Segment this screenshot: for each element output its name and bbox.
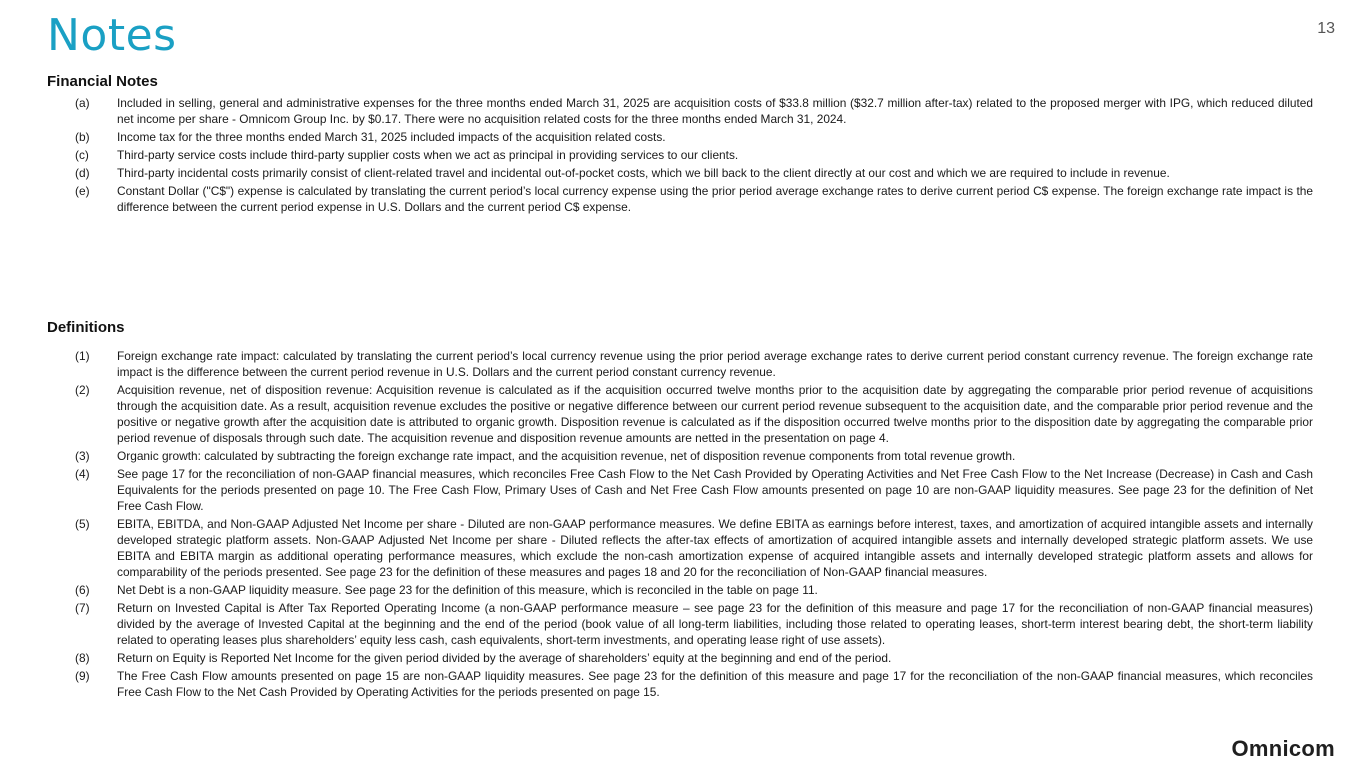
list-item — [47, 466, 1313, 514]
financial-notes-heading: Financial Notes — [47, 73, 158, 90]
definition-label: (7) — [75, 601, 90, 615]
note-label: (d) — [75, 166, 90, 180]
list-item — [47, 147, 1313, 163]
definition-label: (4) — [75, 467, 90, 481]
note-label: (e) — [75, 184, 90, 198]
list-item — [47, 448, 1313, 464]
list-item — [47, 382, 1313, 446]
definition-label: (6) — [75, 583, 90, 597]
definition-label: (5) — [75, 517, 90, 531]
definition-text: Return on Invested Capital is After Tax Reported Operating Income (a non-GAAP performance measure – see page 23 for the definition of this measure and page 17 for the reconciliation of non-GAAP financial measures) divided by the average of Invested Capital at the beginning and the end of the period (book value of all long-term liabilities, including those related to operating leases, short-term interest bearing debt, the short-term liability related to operating leases plus shareholders’ equity less cash, cash equivalents, short-term investments, and operating lease right of use assets). — [117, 601, 1313, 647]
definition-text: Acquisition revenue, net of disposition revenue: Acquisition revenue is calculated as if the acquisition occurred twelve months prior to the acquisition date by aggregating the comparable prior period revenue of acquisitions through the acquisition date. As a result, acquisition revenue excludes the positive or negative difference between our current period revenue subsequent to the acquisition date, and the comparable prior period revenue and the positive or negative growth after the acquisition date is attributed to organic growth. Disposition revenue is calculated as if the disposition occurred twelve months prior to the disposition date by aggregating the comparable prior period revenue of disposals through such date. The acquisition revenue and disposition revenue amounts are netted in the presentation on page 4. — [117, 383, 1313, 445]
list-item — [47, 348, 1313, 380]
list-item — [47, 582, 1313, 598]
list-item — [47, 165, 1313, 181]
list-item — [47, 129, 1313, 145]
note-label: (b) — [75, 130, 90, 144]
note-text: Income tax for the three months ended March 31, 2025 included impacts of the acquisition related costs. — [117, 130, 666, 144]
note-text: Constant Dollar ("C$") expense is calculated by translating the current period’s local currency expense using the prior period average exchange rates to derive current period C$ expense. The foreign exchange rate impact is the difference between the current period expense in U.S. Dollars and the current period C$ expense. — [117, 184, 1313, 214]
note-text: Third-party service costs include third-party supplier costs when we act as principal in providing services to our clients. — [117, 148, 739, 162]
list-item — [47, 95, 1313, 127]
definition-label: (9) — [75, 669, 90, 683]
definition-label: (8) — [75, 651, 90, 665]
definition-text: EBITA, EBITDA, and Non-GAAP Adjusted Net Income per share - Diluted are non-GAAP performance measures. We define EBITA as earnings before interest, taxes, and amortization of acquired intangible assets and internally developed strategic platform assets. Non-GAAP Adjusted Net Income per share - Diluted reflects the after-tax effects of amortization of acquired intangible assets and internally developed strategic platform assets. We use EBITA and EBITA margin as additional operating performance measures, which exclude the non-cash amortization expense of acquired intangible assets and internally developed strategic platform assets and allows for comparability of the periods presented. See page 23 for the definition of these measures and pages 18 and 20 for the reconciliation of Non-GAAP financial measures. — [117, 517, 1313, 579]
definitions-list — [47, 348, 1313, 702]
definition-text: Net Debt is a non-GAAP liquidity measure. See page 23 for the definition of this measure, which is reconciled in the table on page 11. — [117, 583, 818, 597]
definition-text: See page 17 for the reconciliation of non-GAAP financial measures, which reconciles Free Cash Flow to the Net Cash Provided by Operating Activities and Net Free Cash Flow to the Net Increase (Decrease) in Cash and Cash Equivalents for the periods presented on page 10. The Free Cash Flow, Primary Uses of Cash and Net Free Cash Flow amounts presented on page 10 are non-GAAP liquidity measures. See page 23 for the definition of Net Free Cash Flow. — [117, 467, 1313, 513]
list-item — [47, 516, 1313, 580]
definition-text: The Free Cash Flow amounts presented on page 15 are non-GAAP liquidity measures. See page 23 for the definition of this measure and page 17 for the reconciliation of the non-GAAP financial measures, which reconciles Free Cash Flow to the Net Cash Provided by Operating Activities for the periods presented on page 15. — [117, 669, 1313, 699]
note-label: (c) — [75, 148, 89, 162]
note-label: (a) — [75, 96, 90, 110]
page-title: Notes — [47, 10, 177, 61]
definition-label: (3) — [75, 449, 90, 463]
list-item — [47, 650, 1313, 666]
definition-label: (1) — [75, 349, 90, 363]
note-text: Included in selling, general and administrative expenses for the three months ended March 31, 2025 are acquisition costs of $33.8 million ($32.7 million after-tax) related to the proposed merger with IPG, which reduced diluted net income per share - Omnicom Group Inc. by $0.17. There were no acquisition related costs for the three months ended March 31, 2024. — [117, 96, 1313, 126]
note-text: Third-party incidental costs primarily consist of client-related travel and incidental out-of-pocket costs, which we bill back to the client directly at our cost and which we are required to include in revenue. — [117, 166, 1170, 180]
page-number: 13 — [1317, 20, 1335, 37]
omnicom-logo: Omnicom — [1231, 736, 1335, 761]
definition-label: (2) — [75, 383, 90, 397]
list-item — [47, 600, 1313, 648]
definition-text: Foreign exchange rate impact: calculated by translating the current period’s local currency revenue using the prior period average exchange rates to derive current period constant currency revenue. The foreign exchange rate impact is the difference between the current period revenue in U.S. Dollars and the current period constant currency revenue. — [117, 349, 1313, 379]
list-item — [47, 183, 1313, 215]
definition-text: Organic growth: calculated by subtracting the foreign exchange rate impact, and the acquisition revenue, net of disposition revenue components from total revenue growth. — [117, 449, 1016, 463]
definition-text: Return on Equity is Reported Net Income for the given period divided by the average of shareholders’ equity at the beginning and end of the period. — [117, 651, 892, 665]
definitions-heading: Definitions — [47, 319, 125, 336]
list-item — [47, 668, 1313, 700]
financial-notes-list — [47, 95, 1313, 217]
